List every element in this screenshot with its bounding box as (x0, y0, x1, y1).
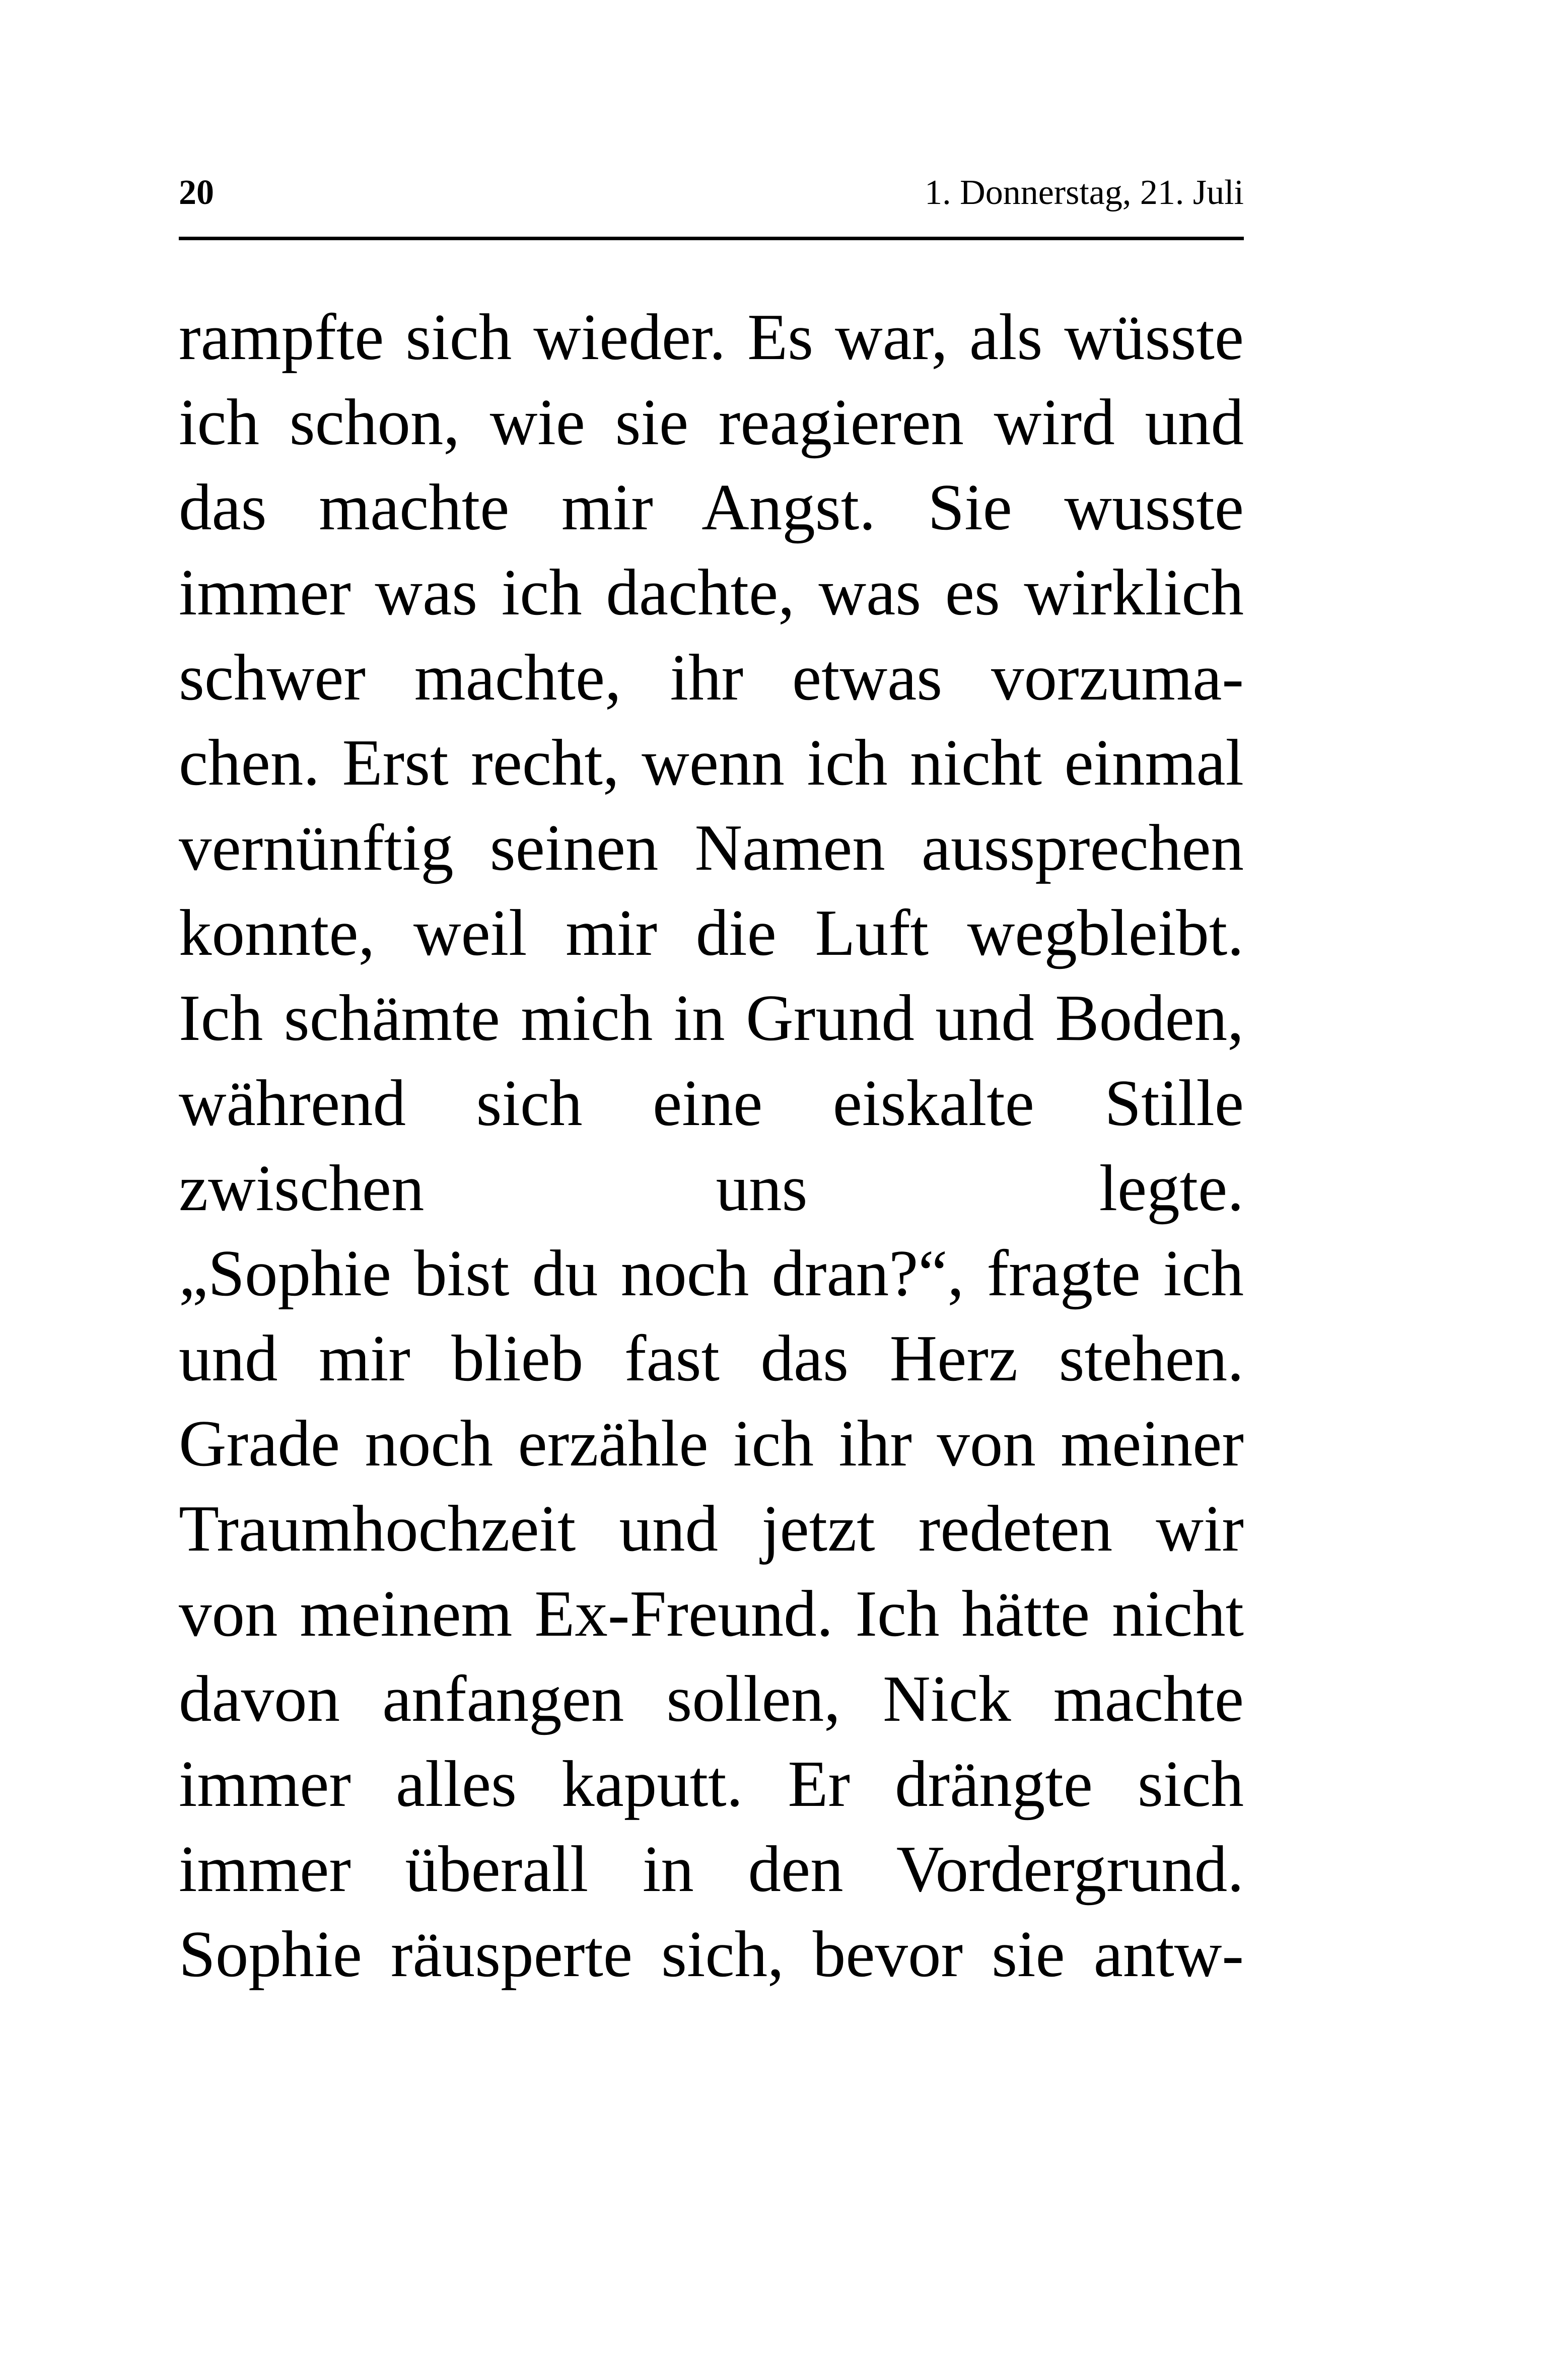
text-line: und mir blieb fast das Herz stehen. (179, 1322, 1244, 1395)
text-line: Grade noch erzähle ich ihr von meiner (179, 1407, 1244, 1480)
text-line: „Sophie bist du noch dran?“, fragte ich (179, 1237, 1244, 1310)
text-line: chen. Erst recht, wenn ich nicht einmal (179, 726, 1244, 799)
text-line: während sich eine eiskalte Stille (179, 1067, 1244, 1140)
text-line: davon anfangen sollen, Nick machte (179, 1662, 1244, 1735)
text-line: immer alles kaputt. Er drängte sich (179, 1747, 1244, 1821)
text-line: ich schon, wie sie reagieren wird und (179, 386, 1244, 459)
text-line: vernünftig seinen Namen aussprechen (179, 811, 1244, 884)
text-line: von meinem Ex-Freund. Ich hätte nicht (179, 1577, 1244, 1650)
text-line: rampfte sich wieder. Es war, als wüsste (179, 301, 1244, 374)
text-line: immer überall in den Vordergrund. (179, 1833, 1244, 1906)
text-line: Sophie räusperte sich, bevor sie antw- (179, 1918, 1244, 1991)
page-number: 20 (179, 173, 214, 212)
text-line: Ich schämte mich in Grund und Boden, (179, 982, 1244, 1055)
text-line: das machte mir Angst. Sie wusste (179, 471, 1244, 544)
text-line: konnte, weil mir die Luft wegbleibt. (179, 896, 1244, 969)
text-line: schwer machte, ihr etwas vorzuma- (179, 641, 1244, 714)
text-line: zwischen uns legte. (179, 1152, 1244, 1225)
page-header (179, 166, 1244, 240)
text-line: immer was ich dachte, was es wirklich (179, 556, 1244, 629)
running-head: 1. Donnerstag, 21. Juli (925, 173, 1244, 212)
text-line: Traumhochzeit und jetzt redeten wir (179, 1492, 1244, 1565)
body-text (179, 295, 1244, 1997)
